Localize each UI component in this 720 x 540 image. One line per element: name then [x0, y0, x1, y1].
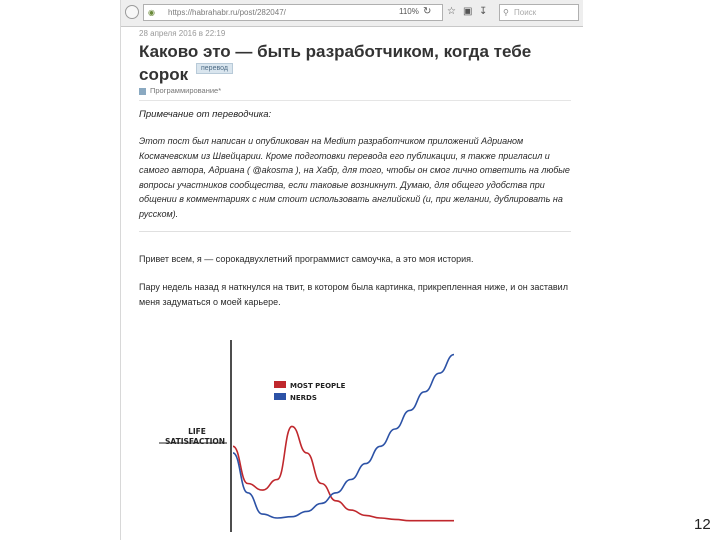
article-paragraph: Пару недель назад я наткнулся на твит, в котором была картинка, прикрепленная ниже, и он заставил меня задуматься о моей карьере. [139, 282, 568, 307]
bookmarks-icon[interactable]: ▣ [463, 6, 473, 17]
legend-swatch-nerds [274, 393, 286, 400]
life-satisfaction-chart [159, 340, 459, 535]
back-icon[interactable] [125, 5, 139, 19]
address-bar[interactable] [143, 4, 443, 21]
post-date: 28 апреля 2016 в 22:19 [139, 29, 226, 38]
search-input[interactable] [499, 4, 579, 21]
slide-number: 12 [694, 516, 711, 533]
legend-swatch-most-people [274, 381, 286, 388]
lock-icon: ◉ [148, 8, 155, 17]
y-axis-label-line2: SATISFACTION [164, 437, 226, 446]
star-icon[interactable]: ☆ [447, 6, 456, 17]
series-line-most-people [233, 426, 454, 520]
translator-note-heading: Примечание от переводчика: [139, 109, 272, 120]
translation-badge[interactable]: перевод [196, 63, 233, 74]
hub-link[interactable] [139, 86, 221, 95]
browser-toolbar [121, 0, 583, 27]
search-icon: ⚲ [503, 8, 509, 17]
hub-label: Программирование* [150, 86, 222, 95]
download-icon[interactable]: ↧ [479, 6, 488, 17]
url-text: https://habrahabr.ru/post/282047/ [168, 8, 286, 17]
legend-label-nerds: NERDS [290, 394, 317, 402]
divider [139, 100, 571, 101]
page-title: Каково это — быть разработчиком, когда тебе сорок [139, 42, 532, 84]
divider [139, 231, 571, 232]
hub-icon [139, 88, 146, 95]
legend-label-most-people: MOST PEOPLE [290, 382, 346, 390]
translator-note-body: Этот пост был написан и опубликован на Medium разработчиком приложений Адрианом Космачевским из Швейцарии. Кроме подготовки перевода его публикации, я также пригласил и самого автора, Адриана ( @akosma ), на Хабр, для того, чтобы он смог лично ответить на любые вопросы участников сообщества, если таковые возникнут. Думаю, для общего удобства при общении в комментариях с ним стоит использовать английский (и, при желании, дублировать на русском). [139, 136, 570, 219]
search-placeholder: Поиск [514, 8, 537, 17]
zoom-level[interactable]: 110% [399, 7, 419, 16]
y-axis-label-line1: LIFE [188, 427, 206, 436]
reload-icon[interactable]: ↻ [423, 6, 432, 17]
series-line-nerds [233, 355, 454, 518]
article-paragraph: Привет всем, я — сорокадвухлетний программист самоучка, а это моя история. [139, 254, 474, 264]
screenshot [120, 0, 583, 540]
